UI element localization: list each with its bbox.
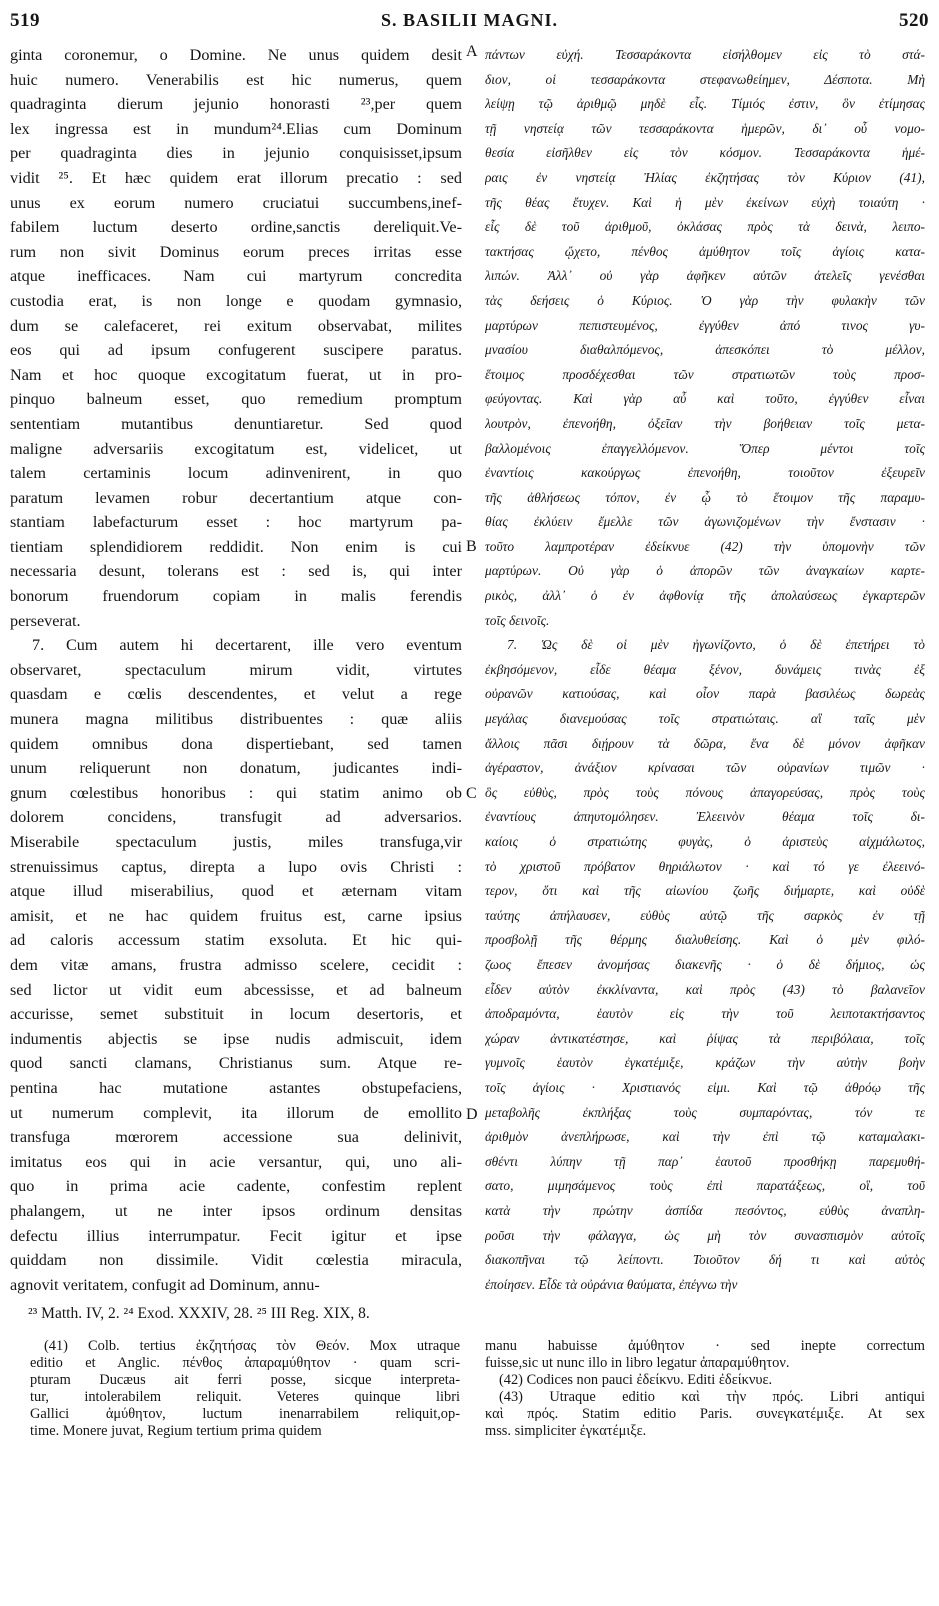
greek-line: εἶδεν αὐτὸν ἐκκλίναντα, καὶ πρὸς (43) τὸ βαλανεῖον — [485, 981, 925, 997]
latin-line: indumentis abjectis se ipse nudis admiscuit, idem — [10, 1029, 462, 1048]
latin-line: perseverat. — [10, 611, 81, 630]
greek-line: ταύτης ἀπήλαυσεν, εὐθὺς αὐτῷ τῆς σαρκὸς ἐν τῇ — [485, 907, 925, 923]
greek-line: ραις ἐν νηστείᾳ Ἠλίας ἐκζητήσας τὸν Κύριον (41), — [485, 169, 925, 185]
latin-line: rum non sivit Dominus eorum preces irritas esse — [10, 242, 462, 261]
note-left-line: Gallici ἀμύθητον, luctum inenarrabilem reliquit,op- — [30, 1406, 460, 1422]
latin-line: sententiam mutantibus denuntiaretur. Sed quod — [10, 414, 462, 433]
note-right-line: manu habuisse ἀμύθητον · sed inepte correctum — [485, 1338, 925, 1354]
greek-line: τοῖς ἁγίοις · Χριστιανός εἰμι. Καὶ τῷ ἀθρόῳ τῆς — [485, 1079, 925, 1095]
latin-line: phalangem, ut ne inter ipsos ordinum densitas — [10, 1201, 462, 1220]
latin-line: defectu illius interrumpatur. Fecit igitur et ipse — [10, 1226, 462, 1245]
greek-line: διον, οἱ τεσσαράκοντα στεφανωθείημεν, Δέσποτα. Μὴ — [485, 71, 925, 87]
greek-line: οὐρανῶν κατιούσας, καὶ οἷον παρὰ βασιλέως δωρεὰς — [485, 686, 925, 702]
greek-line: μεταβολῆς ἐκπλήξας τοὺς συμπαρόντας, τόν τε — [485, 1104, 925, 1120]
latin-line: imitatus eos qui in acie versantur, qui, uno ali- — [10, 1152, 462, 1171]
note-right-line: (42) Codices non pauci ἐδείκνυ. Editi ἐδείκνυε. — [499, 1372, 773, 1388]
latin-line: amisit, et ne hac quidem fruitus est, carne ipsius — [10, 906, 462, 925]
latin-line: ginta coronemur, o Domine. Ne unus quidem desit — [10, 46, 462, 64]
greek-line: μνασίου διαθαλπόμενος, ἀπεσκόπει τὸ μέλλον, — [485, 342, 925, 358]
note-right-line: mss. simpliciter ἐγκατέμιξε. — [485, 1423, 647, 1439]
greek-line: τοῖς δεινοῖς. — [485, 612, 550, 628]
latin-line: eos qui ad ipsum confugerent suscipere paratus. — [10, 341, 462, 360]
latin-line: quidem omnibus dona dispertiebant, sed tamen — [10, 734, 462, 753]
latin-line: per quadraginta dies in jejunio conquisisset,ipsum — [10, 144, 462, 163]
latin-line: observaret, spectaculum mirum vidit, virtutes — [10, 660, 462, 679]
greek-line: τερον, ὅτι καὶ τῆς αἰωνίου ζωῆς διήμαρτε, καὶ οὐδὲ — [485, 883, 925, 899]
greek-line: ἐκβησόμενον, εἶδε θέαμα ξένον, δυνάμεις τινὰς ἐξ — [485, 661, 925, 677]
latin-line: dem vitæ amans, frustra admisso scelere, cecidit : — [10, 955, 462, 974]
greek-line: θεσία εἰσῆλθεν εἰς τὸν κόσμον. Τεσσαράκοντα ἡμέ- — [485, 145, 925, 161]
scripture-references: ²³ Matth. IV, 2. ²⁴ Exod. XXXIV, 28. ²⁵ III Reg. XIX, 8. — [28, 1305, 370, 1322]
greek-line: προσβολῇ τῆς θέρμης διαλυθείσης. Καὶ ὁ μὲν φιλό- — [485, 932, 925, 948]
greek-line: ἀποδραμόντα, ἑαυτὸν εἰς τὴν τοῦ λειποτακτήσαντος — [485, 1006, 925, 1022]
margin-letter-b: B — [466, 538, 477, 555]
latin-line: gnum cœlestibus honoribus : qui statim animo ob — [10, 783, 462, 802]
latin-line: unum reliquerunt non donatum, judicantes indi- — [10, 759, 462, 778]
latin-line: quadraginta dierum jejunio honorasti ²³,per quem — [10, 95, 462, 114]
latin-line: dolorem concidens, transfugit ad adversarios. — [10, 808, 462, 827]
margin-letter-d: D — [466, 1106, 478, 1123]
latin-line: Miserabile spectaculum justis, miles transfuga,vir — [10, 833, 462, 851]
greek-line: μεγάλας διανεμούσας τοῖς στρατιώταις. αἳ ταῖς μὲν — [485, 711, 925, 727]
latin-line: ut numerum complevit, ita illorum de emollito — [10, 1103, 462, 1122]
footnotes-right-column — [485, 1338, 925, 1440]
latin-line: huic numero. Venerabilis est hic numerus, quem — [10, 70, 462, 89]
greek-line: καίοις ὁ στρατιώτης φυγὰς, ὁ ἀριστεὺς αἰχμάλωτος, — [485, 834, 925, 849]
latin-line: maligne adversariis excogitatum est, videlicet, ut — [10, 439, 462, 458]
greek-line: λουτρὸν, ἐπενοήθη, ὀξεῖαν τὴν βοήθειαν τοῖς μετα- — [485, 415, 925, 431]
greek-line: μαρτύρων πεπιστευμένος, ἐγγύθεν ἀπό τινος γυ- — [485, 317, 925, 333]
greek-line: τῇ νηστείᾳ τῶν τεσσαράκοντα ἡμερῶν, δι᾽ οὗ νομο- — [485, 120, 925, 136]
latin-line: transfuga mœrorem accessione sua delinivit, — [10, 1128, 462, 1147]
note-right-line: καὶ πρός. Statim editio Paris. συνεγκατέμιξε. At sex — [485, 1406, 925, 1422]
greek-line: ἀγέραστον, ἀνάξιον κρίνασαι τῶν οὐρανίων τιμῶν · — [485, 760, 925, 776]
greek-line: θίας ἐκλύειν ἔμελλε τῶν ἀγωνιζομένων τὴν ἔνστασιν · — [485, 514, 925, 530]
greek-line: χώραν ἀντικατέστησε, καὶ ῥίψας τὰ περιβόλαια, τοῖς — [485, 1030, 925, 1046]
latin-line: pentina hac mutatione astantes obstupefaciens, — [10, 1078, 462, 1097]
note-left-line: (41) Colb. tertius ἐκζητήσας τὸν Θεόν. Mox utraque — [44, 1338, 460, 1354]
greek-line: εἷς δὲ τοῦ ἀριθμοῦ, ὀκλάσας πρὸς τὰ δεινὰ, λειπο- — [485, 219, 925, 235]
greek-line: διακοπῆναι τῷ λείποντι. Τοιοῦτον δή τι καὶ αὐτὸς — [485, 1252, 925, 1268]
latin-line: unus ex eorum numero cruciatui succumbens,inef- — [10, 193, 462, 212]
footnotes-left-column — [30, 1338, 460, 1440]
greek-line: ἐναντίοις κακούργως ἐπενοήθη, τοιοῦτον ἐξευρεῖν — [485, 465, 925, 481]
running-head-title: S. BASILII MAGNI. — [380, 10, 559, 30]
latin-line: bonorum fruendorum copiam in malis ferendis — [10, 587, 462, 606]
greek-line: ροῦσι τὴν φάλαγγα, ὡς μὴ τὸν συνασπισμὸν αὐτοῖς — [485, 1227, 925, 1243]
latin-line: vidit ²⁵. Et hæc quidem erat illorum precatio : sed — [10, 168, 462, 187]
greek-line: μαρτύρων. Οὐ γὰρ ὁ ἀπορῶν τῶν ἀναγκαίων καρτε- — [485, 563, 925, 579]
latin-line: stantiam labefacturum esset : hoc martyrum pa- — [10, 513, 462, 532]
greek-line: τὸ χριστοῦ πρόβατον θηριάλωτον · καὶ τό γε ἐλεεινό- — [485, 858, 925, 874]
greek-line: λείψῃ τῷ ἀριθμῷ μηδὲ εἷς. Τίμιός ἐστιν, ὃν ἐτίμησας — [485, 96, 925, 112]
latin-line: quiddam non dissimile. Vidit cœlestia miracula, — [10, 1251, 462, 1270]
latin-line: 7. Cum autem hi decertarent, ille vero eventum — [32, 636, 462, 655]
greek-line: γυμνοῖς ἑαυτὸν ἐγκατέμιξε, κράζων τὴν αὐτὴν βοὴν — [485, 1055, 925, 1071]
latin-line: atque illud miserabilius, quod et æternam vitam — [10, 882, 462, 901]
latin-line: munera magna militibus distribuentes : quæ aliis — [10, 710, 462, 729]
latin-line: fabilem luctum deserto ordine,sanctis dereliquit.Ve- — [10, 218, 462, 237]
greek-line: σθέντι λύπην τῇ παρ᾽ ἑαυτοῦ προσθήκῃ παρεμυθή- — [485, 1153, 925, 1169]
latin-line: sed lictor ut vidit eum abcessisse, et ad balneum — [10, 980, 462, 999]
latin-line: accurisse, semet substituit in locum desertoris, et — [10, 1005, 462, 1024]
latin-line: Nam et hoc quoque excogitatum fuerat, ut in pro- — [10, 365, 462, 384]
latin-line: paratum levamen robur decertantium atque con- — [10, 488, 462, 507]
greek-line: τῆς θέας ἔτυχεν. Καὶ ἡ μὲν ἐκείνων εὐχὴ τοιαύτη · — [485, 194, 925, 210]
page-number-right: 520 — [899, 10, 929, 31]
latin-line: tientiam splendidiorem reddidit. Non enim is cui — [10, 537, 462, 556]
greek-line: 7. Ὡς δὲ οἱ μὲν ἠγωνίζοντο, ὁ δὲ ἐπετήρει τὸ — [507, 637, 925, 653]
greek-text-column — [485, 43, 925, 1298]
greek-line: τῆς ἀθλήσεως τόπον, ἐν ᾧ τὸ ἕτοιμον τῆς παραμυ- — [485, 489, 925, 505]
page-number-left: 519 — [10, 10, 40, 31]
greek-line: ὃς εὐθὺς, πρὸς τοὺς πόνους ἀπαγορεύσας, πρὸς τοὺς — [485, 784, 925, 800]
latin-line: lex ingressa est in mundum²⁴.Elias cum Dominum — [10, 119, 462, 138]
greek-line: πάντων εὐχή. Τεσσαράκοντα εἰσήλθομεν εἰς τὸ στά- — [485, 47, 925, 62]
greek-line: ζωος ἔπεσεν ἀνομήσας διακενῆς · ὁ δὲ δήμιος, ὡς — [485, 956, 925, 972]
margin-letter-c: C — [466, 785, 477, 802]
greek-line: κατὰ τὴν πρώτην ἀσπίδα πεσόντος, εὐθὺς ἀναπλη- — [485, 1202, 925, 1218]
latin-line: agnovit veritatem, confugit ad Dominum, annu- — [10, 1275, 320, 1294]
greek-line: ἕτοιμος προσδέχεσθαι τῶν στρατιωτῶν τοὺς προσ- — [485, 366, 925, 382]
note-left-line: editio et Anglic. πένθος ἀπαραμύθητον · quam scri- — [30, 1355, 460, 1371]
greek-line: τὰς δεήσεις ὁ Κύριος. Ὁ γὰρ τὴν φυλακὴν τῶν — [485, 292, 925, 308]
greek-line: βαλλομένοις ἐπαγγελλόμενον. Ὅπερ μέντοι τοῖς — [485, 440, 925, 456]
note-left-line: pturam Ducæus ait ferri posse, sicque interpreta- — [30, 1372, 460, 1388]
latin-line: quasdam e cœlis descendentes, et velut a rege — [10, 685, 462, 704]
greek-line: ἐποίησεν. Εἶδε τὰ οὐράνια θαύματα, ἐπέγνω τὴν — [485, 1276, 738, 1292]
note-right-line: (43) Utraque editio καὶ τὴν πρός. Libri antiqui — [499, 1389, 925, 1405]
greek-line: σατο, μιμησάμενος τοὺς ἐπὶ παρατάξεως, οἳ, τοῦ — [485, 1178, 925, 1194]
note-left-line: time. Monere juvat, Regium tertium prima quidem — [30, 1423, 322, 1439]
latin-line: custodia erat, is non longe e quodam gymnasio, — [10, 291, 462, 310]
latin-line: dum se calefaceret, rei exitum observabat, milites — [10, 316, 462, 335]
greek-line: ρικὸς, ἀλλ᾽ ὁ ἐν ἀφθονίᾳ τῆς ἀπολαύσεως ἐγκαρτερῶν — [485, 588, 925, 604]
latin-line: quo in prima acie cadente, confestim replent — [10, 1177, 462, 1196]
latin-line: ad caloris accessum statim exsoluta. Et hic qui- — [10, 931, 462, 950]
latin-line: atque inefficaces. Nam cui martyrum concredita — [10, 267, 462, 286]
greek-line: φεύγοντας. Καὶ γὰρ αὖ καὶ τοῦτο, ἐγγύθεν εἶναι — [485, 391, 925, 407]
greek-line: τακτήσας ᾤχετο, πένθος ἀμύθητον τοῖς ἁγίοις κατα- — [485, 243, 925, 259]
note-left-line: tur, intolerabilem reliquit. Veteres quinque libri — [30, 1389, 460, 1405]
latin-line: strenuissimus captus, direpta a lupo ovis Christi : — [10, 857, 462, 876]
greek-line: ἄλλοις πᾶσι διῄρουν τὰ δῶρα, ἕνα δὲ μόνον ἀφῆκαν — [485, 735, 925, 751]
latin-line: talem certaminis locum adinvenirent, in quo — [10, 464, 462, 483]
latin-line: quod sancti clamans, Christianus sum. Atque re- — [10, 1054, 462, 1073]
greek-line: τοῦτο λαμπροτέραν ἐδείκνυε (42) τὴν ὑπομονὴν τῶν — [485, 538, 925, 554]
note-right-line: fuisse,sic ut nunc illo in libro legatur ἀπαραμύθητον. — [485, 1355, 790, 1371]
latin-text-column — [10, 43, 462, 1298]
greek-line: λιπών. Ἀλλ᾽ οὐ γὰρ ἀφῆκεν αὐτῶν ἀτελεῖς γενέσθαι — [485, 268, 925, 284]
greek-line: ἐναντίους ἀπηυτομόλησεν. Ἐλεεινὸν θέαμα τοῖς δι- — [485, 809, 925, 825]
latin-line: pinquo balneum esset, quo remedium promptum — [10, 390, 462, 409]
latin-line: necessaria desunt, tolerans est : sed is, qui inter — [10, 562, 462, 581]
margin-letter-a: A — [466, 43, 478, 60]
greek-line: ἀριθμὸν ἀνεπλήρωσε, καὶ τὴν ἐπὶ τῷ καταμαλακι- — [485, 1129, 925, 1145]
